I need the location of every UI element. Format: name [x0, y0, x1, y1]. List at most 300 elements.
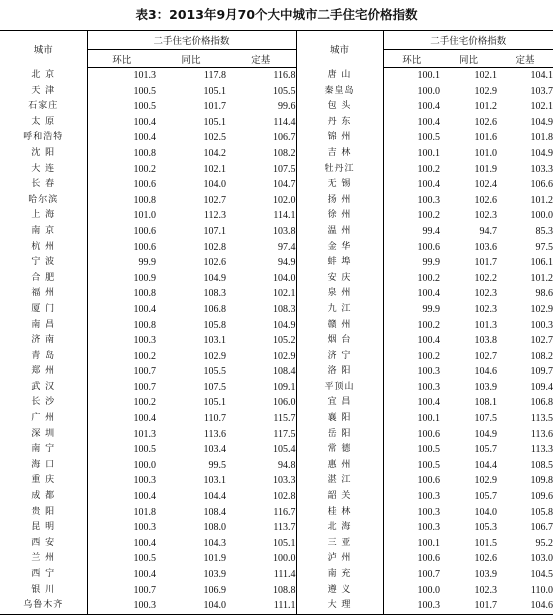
city-cell-left: 上 海: [0, 208, 87, 224]
base-cell-right: 100.3: [530, 319, 553, 331]
yoy-cell-right: 101.9: [474, 163, 497, 175]
mom-cell-right: 100.3: [417, 381, 440, 393]
city-cell-left: 北 京: [0, 68, 87, 84]
city-cell-left: 天 津: [0, 84, 87, 100]
mom-cell-left: 100.8: [133, 319, 156, 331]
yoy-cell-right: 102.9: [474, 85, 497, 97]
table-row: [0, 458, 553, 474]
yoy-cell-right: 102.3: [474, 303, 497, 315]
mom-cell-right: 100.3: [417, 194, 440, 206]
base-cell-left: 94.9: [226, 255, 296, 271]
mom-cell-right: 100.6: [417, 241, 440, 253]
base-cell-left: 103.3: [226, 473, 296, 489]
yoy-cell-right: 107.5: [474, 413, 497, 425]
city-cell-left: 西 安: [0, 536, 87, 552]
yoy-cell-right: 101.7: [440, 598, 497, 614]
mom-cell-right: 100.2: [417, 272, 440, 284]
base-cell-left: 108.4: [226, 364, 296, 380]
table-row: [0, 224, 553, 240]
city-cell-left: 武 汉: [0, 380, 87, 396]
base-cell-left: 105.2: [226, 333, 296, 349]
table-row: [0, 333, 553, 349]
base-cell-left: 117.5: [226, 427, 296, 443]
mom-cell-right: 100.5: [417, 132, 440, 144]
yoy-cell-left: 107.1: [203, 225, 226, 237]
base-cell-right: 113.3: [530, 444, 553, 456]
mom-cell-left: 101.3: [133, 70, 156, 81]
city-cell-left: 石家庄: [0, 99, 87, 115]
mom-cell-left: 100.6: [133, 225, 156, 237]
base-cell-left: 113.7: [226, 520, 296, 536]
city-cell-right: 徐 州: [296, 208, 383, 224]
base-cell-left: 106.0: [226, 395, 296, 411]
mom-cell-right: 100.5: [417, 459, 440, 471]
mom-cell-left: 100.2: [133, 397, 156, 409]
city-cell-left: 长 春: [0, 177, 87, 193]
city-cell-right: 湛 江: [296, 473, 383, 489]
base-cell-left: 105.5: [226, 84, 296, 100]
table-row: [0, 380, 553, 396]
base-cell-left: 104.9: [226, 318, 296, 334]
base-cell-left: 107.5: [226, 162, 296, 178]
yoy-cell-right: 104.6: [474, 366, 497, 378]
yoy-cell-left: 102.8: [203, 241, 226, 253]
city-cell-right: 秦皇岛: [296, 84, 383, 100]
yoy-cell-left: 106.8: [203, 303, 226, 315]
city-cell-right: 济 宁: [296, 349, 383, 365]
yoy-cell-right: 101.5: [474, 537, 497, 549]
yoy-cell-right: 101.0: [474, 147, 497, 159]
city-cell-right: 丹 东: [296, 115, 383, 131]
city-cell-right: 唐 山: [296, 68, 383, 84]
table-row: [0, 255, 553, 271]
base-cell-right: 101.2: [530, 272, 553, 284]
table-row: [0, 364, 553, 380]
city-cell-right: 遵 义: [296, 583, 383, 599]
table-row: [0, 473, 553, 489]
city-cell-left: 青 岛: [0, 349, 87, 365]
mom-cell-left: 100.6: [133, 179, 156, 191]
mom-cell-right: 99.9: [422, 303, 440, 315]
yoy-cell-right: 103.9: [474, 569, 497, 580]
city-cell-left: 深 圳: [0, 427, 87, 443]
city-cell-right: 锦 州: [296, 130, 383, 146]
table-row: [0, 520, 553, 536]
yoy-cell-right: 108.1: [474, 397, 497, 409]
header-mom-left: 环比: [87, 50, 156, 68]
table-row: [0, 177, 553, 193]
city-cell-right: 九 江: [296, 302, 383, 318]
base-cell-left: 103.8: [226, 224, 296, 240]
table-row: [0, 193, 553, 209]
base-cell-right: 104.1: [530, 70, 553, 81]
yoy-cell-right: 94.7: [479, 225, 497, 237]
base-cell-right: 100.0: [530, 210, 553, 222]
yoy-cell-left: 108.0: [203, 522, 226, 534]
yoy-cell-left: 105.8: [203, 319, 226, 331]
mom-cell-left: 101.8: [133, 506, 156, 518]
city-cell-right: 宜 昌: [296, 395, 383, 411]
header-yoy-right: 同比: [440, 50, 497, 68]
base-cell-right: 108.5: [530, 459, 553, 471]
city-cell-left: 呼和浩特: [0, 130, 87, 146]
table-row: [0, 286, 553, 302]
mom-cell-left: 100.8: [133, 288, 156, 300]
yoy-cell-left: 102.5: [203, 132, 226, 144]
base-cell-left: 102.8: [226, 489, 296, 505]
base-cell-left: 111.4: [226, 567, 296, 583]
yoy-cell-right: 103.6: [474, 241, 497, 253]
city-cell-right: 平顶山: [296, 380, 383, 396]
mom-cell-right: 100.6: [417, 553, 440, 565]
city-cell-left: 昆 明: [0, 520, 87, 536]
yoy-cell-left: 104.0: [156, 598, 226, 614]
base-cell-right: 103.3: [530, 163, 553, 175]
base-cell-right: 102.9: [530, 303, 553, 315]
base-cell-right: 109.6: [530, 491, 553, 503]
mom-cell-left: 100.8: [133, 147, 156, 159]
yoy-cell-right: 102.6: [474, 553, 497, 565]
yoy-cell-left: 105.1: [203, 85, 226, 97]
base-cell-left: 105.4: [226, 442, 296, 458]
city-cell-left: 成 都: [0, 489, 87, 505]
price-index-table: [0, 30, 553, 615]
table-row: [0, 115, 553, 131]
yoy-cell-right: 102.7: [474, 350, 497, 362]
mom-cell-right: 100.1: [417, 70, 440, 81]
mom-cell-left: 100.5: [133, 101, 156, 113]
table-row: [0, 442, 553, 458]
table-row: [0, 68, 553, 84]
base-cell-right: 113.6: [530, 428, 553, 440]
city-cell-left: 济 南: [0, 333, 87, 349]
city-cell-left: 银 川: [0, 583, 87, 599]
base-cell-left: 104.0: [226, 271, 296, 287]
base-cell-left: 102.0: [226, 193, 296, 209]
city-cell-left: 杭 州: [0, 240, 87, 256]
base-cell-right: 103.0: [530, 553, 553, 565]
header-yoy-left: 同比: [156, 50, 226, 68]
mom-cell-left: 100.4: [133, 569, 156, 580]
yoy-cell-right: 102.3: [474, 584, 497, 596]
base-cell-left: 99.6: [226, 99, 296, 115]
yoy-cell-right: 104.0: [474, 506, 497, 518]
mom-cell-right: 100.4: [417, 397, 440, 409]
city-cell-right: 安 庆: [296, 271, 383, 287]
yoy-cell-left: 103.4: [203, 444, 226, 456]
base-cell-left: 94.8: [226, 458, 296, 474]
yoy-cell-right: 104.4: [474, 459, 497, 471]
mom-cell-right: 100.7: [417, 569, 440, 580]
yoy-cell-left: 106.9: [203, 584, 226, 596]
mom-cell-right: 100.2: [417, 210, 440, 222]
yoy-cell-right: 105.3: [474, 522, 497, 534]
mom-cell-right: 100.3: [383, 598, 440, 614]
yoy-cell-left: 99.5: [208, 459, 226, 471]
yoy-cell-left: 101.7: [203, 101, 226, 113]
city-cell-right: 襄 阳: [296, 411, 383, 427]
base-cell-right: 106.7: [530, 522, 553, 534]
mom-cell-left: 100.5: [133, 553, 156, 565]
table-row: [0, 411, 553, 427]
base-cell-left: 114.1: [226, 208, 296, 224]
base-cell-right: 104.5: [530, 569, 553, 580]
base-cell-right: 106.8: [530, 397, 553, 409]
mom-cell-right: 100.4: [417, 116, 440, 128]
mom-cell-left: 100.7: [133, 584, 156, 596]
yoy-cell-left: 102.6: [203, 257, 226, 269]
city-cell-right: 泉 州: [296, 286, 383, 302]
city-cell-right: 金 华: [296, 240, 383, 256]
city-cell-right: 洛 阳: [296, 364, 383, 380]
city-cell-right: 大 理: [296, 598, 383, 614]
mom-cell-left: 100.7: [133, 381, 156, 393]
mom-cell-left: 100.9: [133, 272, 156, 284]
yoy-cell-left: 104.0: [203, 179, 226, 191]
yoy-cell-right: 103.8: [474, 335, 497, 347]
city-cell-right: 无 锡: [296, 177, 383, 193]
city-cell-left: 大 连: [0, 162, 87, 178]
city-cell-left: 南 昌: [0, 318, 87, 334]
base-cell-left: 104.7: [226, 177, 296, 193]
base-cell-right: 101.2: [530, 194, 553, 206]
mom-cell-right: 100.2: [417, 319, 440, 331]
mom-cell-left: 100.3: [133, 475, 156, 487]
table-title: 表3：2013年9月70个大中城市二手住宅价格指数: [135, 7, 418, 22]
base-cell-left: 108.3: [226, 302, 296, 318]
base-cell-right: 95.2: [535, 537, 553, 549]
table-row: [0, 567, 553, 583]
base-cell-left: 108.2: [226, 146, 296, 162]
base-cell-left: 116.7: [226, 505, 296, 521]
base-cell-right: 109.7: [530, 366, 553, 378]
base-cell-right: 97.5: [535, 241, 553, 253]
yoy-cell-left: 104.3: [203, 537, 226, 549]
mom-cell-left: 100.4: [133, 537, 156, 549]
yoy-cell-left: 102.1: [203, 163, 226, 175]
mom-cell-left: 100.5: [133, 444, 156, 456]
city-cell-right: 南 充: [296, 567, 383, 583]
yoy-cell-right: 102.6: [474, 194, 497, 206]
mom-cell-right: 100.1: [417, 147, 440, 159]
yoy-cell-left: 108.4: [203, 506, 226, 518]
mom-cell-left: 100.5: [133, 85, 156, 97]
yoy-cell-left: 117.8: [203, 70, 226, 81]
mom-cell-left: 100.8: [133, 194, 156, 206]
base-cell-right: 109.4: [530, 381, 553, 393]
city-cell-left: 重 庆: [0, 473, 87, 489]
yoy-cell-left: 112.3: [203, 210, 226, 222]
yoy-cell-right: 105.7: [474, 491, 497, 503]
base-cell-left: 97.4: [226, 240, 296, 256]
base-cell-left: 102.9: [226, 349, 296, 365]
table-row: [0, 162, 553, 178]
table-row: [0, 489, 553, 505]
table-row: [0, 271, 553, 287]
base-cell-right: 108.2: [530, 350, 553, 362]
mom-cell-left: 100.3: [133, 335, 156, 347]
mom-cell-right: 100.3: [417, 491, 440, 503]
base-cell-right: 110.0: [530, 584, 553, 596]
mom-cell-right: 100.4: [417, 101, 440, 113]
mom-cell-left: 99.9: [138, 257, 156, 269]
yoy-cell-left: 101.9: [203, 553, 226, 565]
mom-cell-right: 100.0: [417, 584, 440, 596]
yoy-cell-right: 101.7: [474, 257, 497, 269]
city-cell-left: 哈尔滨: [0, 193, 87, 209]
base-cell-right: 113.5: [530, 413, 553, 425]
yoy-cell-right: 104.9: [474, 428, 497, 440]
base-cell-right: 103.7: [530, 85, 553, 97]
city-cell-right: 蚌 埠: [296, 255, 383, 271]
city-cell-left: 西 宁: [0, 567, 87, 583]
mom-cell-right: 100.6: [417, 475, 440, 487]
city-cell-right: 桂 林: [296, 505, 383, 521]
table-row: [0, 99, 553, 115]
city-cell-left: 厦 门: [0, 302, 87, 318]
table-row: [0, 130, 553, 146]
yoy-cell-left: 102.7: [203, 194, 226, 206]
mom-cell-left: 100.4: [133, 303, 156, 315]
table-row: [0, 598, 553, 614]
mom-cell-right: 100.6: [417, 428, 440, 440]
yoy-cell-right: 102.6: [474, 116, 497, 128]
header-group-left: 二手住宅价格指数: [87, 31, 296, 50]
table-row: [0, 583, 553, 599]
table-row: [0, 551, 553, 567]
city-cell-right: 扬 州: [296, 193, 383, 209]
city-cell-right: 常 德: [296, 442, 383, 458]
yoy-cell-left: 104.9: [203, 272, 226, 284]
table-row: [0, 240, 553, 256]
base-cell-right: 106.6: [530, 179, 553, 191]
yoy-cell-left: 105.1: [203, 397, 226, 409]
mom-cell-right: 99.4: [422, 225, 440, 237]
base-cell-left: 115.7: [226, 411, 296, 427]
yoy-cell-left: 104.4: [203, 491, 226, 503]
base-cell-left: 111.1: [226, 598, 296, 614]
city-cell-right: 泸 州: [296, 551, 383, 567]
city-cell-left: 宁 波: [0, 255, 87, 271]
mom-cell-right: 100.4: [417, 179, 440, 191]
yoy-cell-right: 101.6: [474, 132, 497, 144]
city-cell-left: 贵 阳: [0, 505, 87, 521]
base-cell-right: 98.6: [535, 288, 553, 300]
mom-cell-left: 100.4: [133, 491, 156, 503]
yoy-cell-left: 105.5: [203, 366, 226, 378]
yoy-cell-left: 103.1: [203, 475, 226, 487]
city-cell-left: 太 原: [0, 115, 87, 131]
table-row: [0, 427, 553, 443]
city-cell-right: 三 亚: [296, 536, 383, 552]
header-city-left: 城市: [0, 31, 87, 68]
table-row: [0, 536, 553, 552]
city-cell-right: 包 头: [296, 99, 383, 115]
yoy-cell-right: 102.9: [474, 475, 497, 487]
base-cell-left: 109.1: [226, 380, 296, 396]
yoy-cell-left: 107.5: [203, 381, 226, 393]
yoy-cell-right: 101.3: [474, 319, 497, 331]
mom-cell-right: 100.2: [417, 350, 440, 362]
base-cell-right: 104.6: [497, 598, 553, 614]
base-cell-right: 102.7: [530, 335, 553, 347]
base-cell-right: 101.8: [530, 132, 553, 144]
table-row: [0, 349, 553, 365]
yoy-cell-left: 103.1: [203, 335, 226, 347]
city-cell-right: 烟 台: [296, 333, 383, 349]
mom-cell-left: 101.3: [133, 428, 156, 440]
yoy-cell-left: 113.6: [203, 428, 226, 440]
mom-cell-left: 100.7: [133, 366, 156, 378]
mom-cell-right: 99.9: [422, 257, 440, 269]
yoy-cell-left: 103.9: [203, 569, 226, 580]
base-cell-left: 105.1: [226, 536, 296, 552]
city-cell-right: 北 海: [296, 520, 383, 536]
yoy-cell-left: 110.7: [203, 413, 226, 425]
city-cell-right: 牡丹江: [296, 162, 383, 178]
mom-cell-left: 100.6: [133, 241, 156, 253]
base-cell-right: 104.9: [530, 116, 553, 128]
base-cell-left: 116.8: [226, 68, 296, 84]
city-cell-right: 岳 阳: [296, 427, 383, 443]
base-cell-right: 85.3: [535, 225, 553, 237]
mom-cell-left: 100.3: [133, 522, 156, 534]
city-cell-left: 广 州: [0, 411, 87, 427]
mom-cell-left: 100.4: [133, 116, 156, 128]
header-base-right: 定基: [497, 50, 553, 68]
base-cell-right: 102.1: [530, 101, 553, 113]
table-row: [0, 318, 553, 334]
city-cell-left: 海 口: [0, 458, 87, 474]
mom-cell-left: 101.0: [133, 210, 156, 222]
mom-cell-right: 100.1: [417, 537, 440, 549]
mom-cell-left: 100.0: [133, 459, 156, 471]
base-cell-right: 104.9: [530, 147, 553, 159]
mom-cell-right: 100.3: [417, 522, 440, 534]
header-city-right: 城市: [296, 31, 383, 68]
mom-cell-right: 100.5: [417, 444, 440, 456]
base-cell-right: 105.8: [530, 506, 553, 518]
table-body: [0, 68, 553, 615]
city-cell-left: 南 京: [0, 224, 87, 240]
header-base-left: 定基: [226, 50, 296, 68]
header-mom-right: 环比: [383, 50, 440, 68]
table-row: [0, 505, 553, 521]
base-cell-right: 106.1: [530, 257, 553, 269]
city-cell-left: 南 宁: [0, 442, 87, 458]
yoy-cell-left: 102.9: [203, 350, 226, 362]
base-cell-left: 100.0: [226, 551, 296, 567]
base-cell-right: 109.8: [530, 475, 553, 487]
yoy-cell-right: 101.2: [474, 101, 497, 113]
city-cell-left: 福 州: [0, 286, 87, 302]
base-cell-left: 102.1: [226, 286, 296, 302]
yoy-cell-right: 103.9: [474, 381, 497, 393]
yoy-cell-left: 108.3: [203, 288, 226, 300]
mom-cell-right: 100.3: [417, 366, 440, 378]
base-cell-left: 106.7: [226, 130, 296, 146]
mom-cell-right: 100.0: [417, 85, 440, 97]
mom-cell-right: 100.4: [417, 288, 440, 300]
base-cell-left: 114.4: [226, 115, 296, 131]
yoy-cell-right: 105.7: [474, 444, 497, 456]
table-row: [0, 208, 553, 224]
yoy-cell-right: 102.4: [474, 179, 497, 191]
mom-cell-right: 100.4: [417, 335, 440, 347]
table-row: [0, 146, 553, 162]
mom-cell-left: 100.2: [133, 163, 156, 175]
city-cell-left: 长 沙: [0, 395, 87, 411]
